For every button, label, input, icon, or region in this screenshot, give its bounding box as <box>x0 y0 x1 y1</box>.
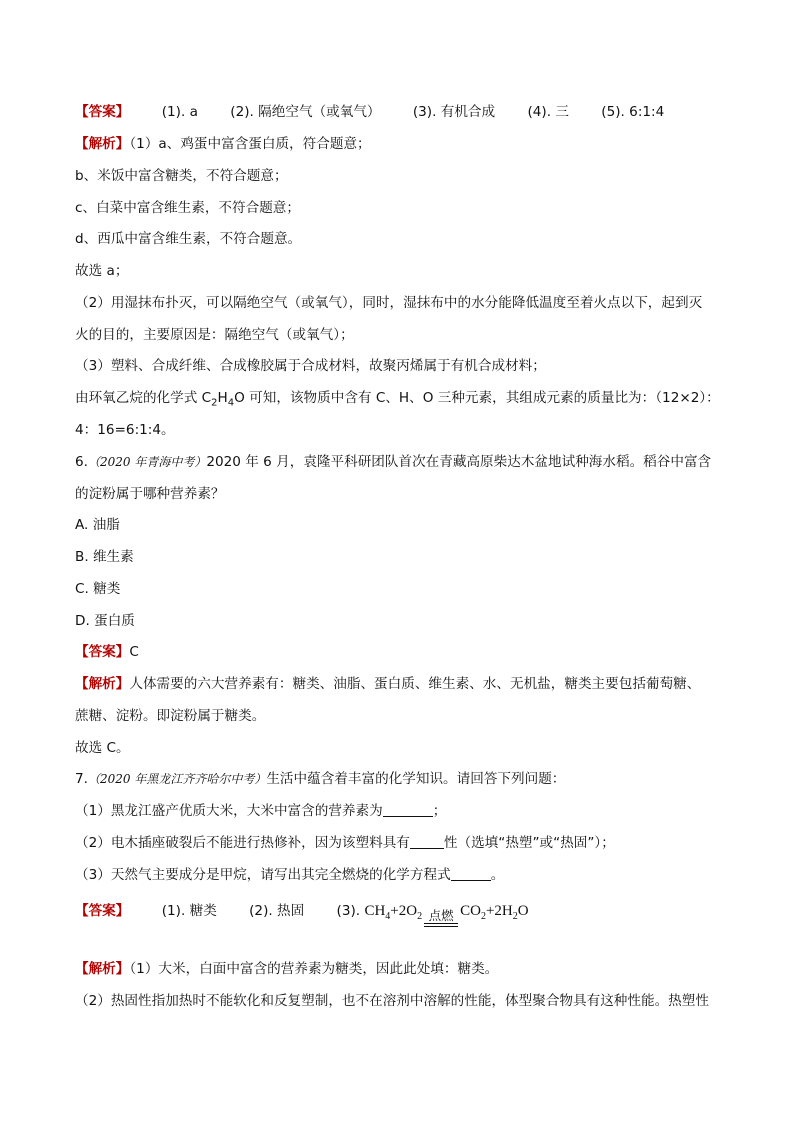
text-line: c、白菜中富含维生素，不符合题意； <box>75 200 300 216</box>
answer-tag: 【答案】 <box>75 104 130 120</box>
option-b: B. 维生素 <box>75 549 134 565</box>
answer-tag: 【答案】 <box>75 903 130 919</box>
text-line: 4：16=6:1:4。 <box>75 422 175 438</box>
question-text: （3）天然气主要成分是甲烷，请写出其完全燃烧的化学方程式 <box>75 867 451 883</box>
question-text: （2）电木插座破裂后不能进行热修补，因为该塑料具有 <box>75 835 410 851</box>
text-line: 火的目的，主要原因是：隔绝空气（或氧气）； <box>75 327 354 343</box>
eq-part: +2O <box>390 903 418 919</box>
text-line: b、米饭中富含糖类，不符合题意； <box>75 168 288 184</box>
question-number: 7. <box>75 771 88 787</box>
text-line: 故选 C。 <box>75 740 130 756</box>
question-text: 性（选填“热塑”或“热固”）； <box>443 835 615 851</box>
analysis-text: 人体需要的六大营养素有：糖类、油脂、蛋白质、维生素、水、无机盐，糖类主要包括葡萄糖、 <box>129 676 701 692</box>
condition-text: 点燃 <box>428 908 454 923</box>
sub-question-3 <box>75 866 504 884</box>
subscript: 2 <box>480 911 486 922</box>
answer-blank <box>451 867 491 881</box>
question-source: （2020 年青海中考） <box>87 455 207 469</box>
option-c: C. 糖类 <box>75 581 121 597</box>
analysis-tag: 【解析】 <box>75 961 130 977</box>
eq-part: O <box>517 903 529 919</box>
subscript: 2 <box>211 397 218 409</box>
reaction-condition <box>422 909 460 932</box>
text-part: O 可知，该物质中含有 C、H、O 三种元素，其组成元素的质量比为：（12×2）： <box>234 390 720 406</box>
text-line: 故选 a； <box>75 263 129 279</box>
eq-part: CH <box>364 903 386 919</box>
sub-question-2 <box>75 834 615 852</box>
text-part: 由环氧乙烷的化学式 C <box>75 390 212 406</box>
answer-line-q7 <box>75 896 529 932</box>
question-text: （1）黑龙江盛产优质大米，大米中富含的营养素为 <box>75 803 383 819</box>
question-7 <box>75 770 565 788</box>
option-a: A. 油脂 <box>75 517 120 533</box>
option-d: D. 蛋白质 <box>75 613 135 629</box>
analysis-line <box>75 960 498 978</box>
subscript: 2 <box>417 911 423 922</box>
double-bar <box>424 923 458 927</box>
answer-blank <box>383 803 433 817</box>
answer-line-q5 <box>75 103 664 121</box>
question-number: 6. <box>75 454 88 470</box>
question-source: （2020 年黑龙江齐齐哈尔中考） <box>87 772 267 786</box>
text-line: （2）热固性指加热时不能软化和反复塑制，也不在溶剂中溶解的性能，体型聚合物具有这种性能。热塑性 <box>75 993 709 1009</box>
subscript: 2 <box>512 911 518 922</box>
subscript: 4 <box>385 911 391 922</box>
answer-part-1: (1). a <box>161 104 198 120</box>
answer-text: C <box>129 644 139 660</box>
eq-part: +2H <box>485 903 513 919</box>
text-line: d、西瓜中富含维生素，不符合题意。 <box>75 231 302 247</box>
analysis-text: （1）a、鸡蛋中富含蛋白质，符合题意； <box>129 136 371 152</box>
answer-blank <box>410 835 444 849</box>
text-line: 蔗糖、淀粉。即淀粉属于糖类。 <box>75 708 266 724</box>
question-text: ； <box>432 803 447 819</box>
question-text-line: 的淀粉属于哪种营养素？ <box>75 486 225 502</box>
sub-question-1 <box>75 802 446 820</box>
answer-part-1: (1). 糖类 <box>161 903 217 919</box>
formula-text-line <box>75 389 720 413</box>
text-line: （3）塑料、合成纤维、合成橡胶属于合成材料，故聚丙烯属于有机合成材料； <box>75 358 546 374</box>
chemical-equation <box>364 903 529 923</box>
answer-line-q6 <box>75 643 139 661</box>
eq-part: CO <box>460 903 481 919</box>
question-text: 生活中蕴含着丰富的化学知识。请回答下列问题： <box>266 771 566 787</box>
answer-part-3: (3). 有机合成 <box>412 104 496 120</box>
answer-part-4: (4). 三 <box>527 104 569 120</box>
answer-part-3: (3). <box>336 903 361 919</box>
text-part: H <box>217 390 228 406</box>
answer-part-2: (2). 热固 <box>249 903 305 919</box>
answer-tag: 【答案】 <box>75 644 130 660</box>
subscript: 4 <box>227 397 235 409</box>
question-6 <box>75 453 711 471</box>
analysis-text: （1）大米，白面中富含的营养素为糖类，因此此处填：糖类。 <box>129 961 499 977</box>
analysis-tag: 【解析】 <box>75 676 130 692</box>
answer-part-5: (5). 6:1:4 <box>601 104 665 120</box>
text-line: （2）用湿抹布扑灭，可以隔绝空气（或氧气），同时，湿抹布中的水分能降低温度至着火点以下，起到灭 <box>75 295 703 311</box>
question-text: 。 <box>490 867 505 883</box>
answer-part-2: (2). 隔绝空气（或氧气） <box>230 104 381 120</box>
analysis-line <box>75 675 700 693</box>
analysis-line <box>75 135 371 153</box>
analysis-tag: 【解析】 <box>75 136 130 152</box>
question-text: 2020 年 6 月，袁隆平科研团队首次在青藏高原柴达木盆地试种海水稻。稻谷中富含 <box>206 454 712 470</box>
